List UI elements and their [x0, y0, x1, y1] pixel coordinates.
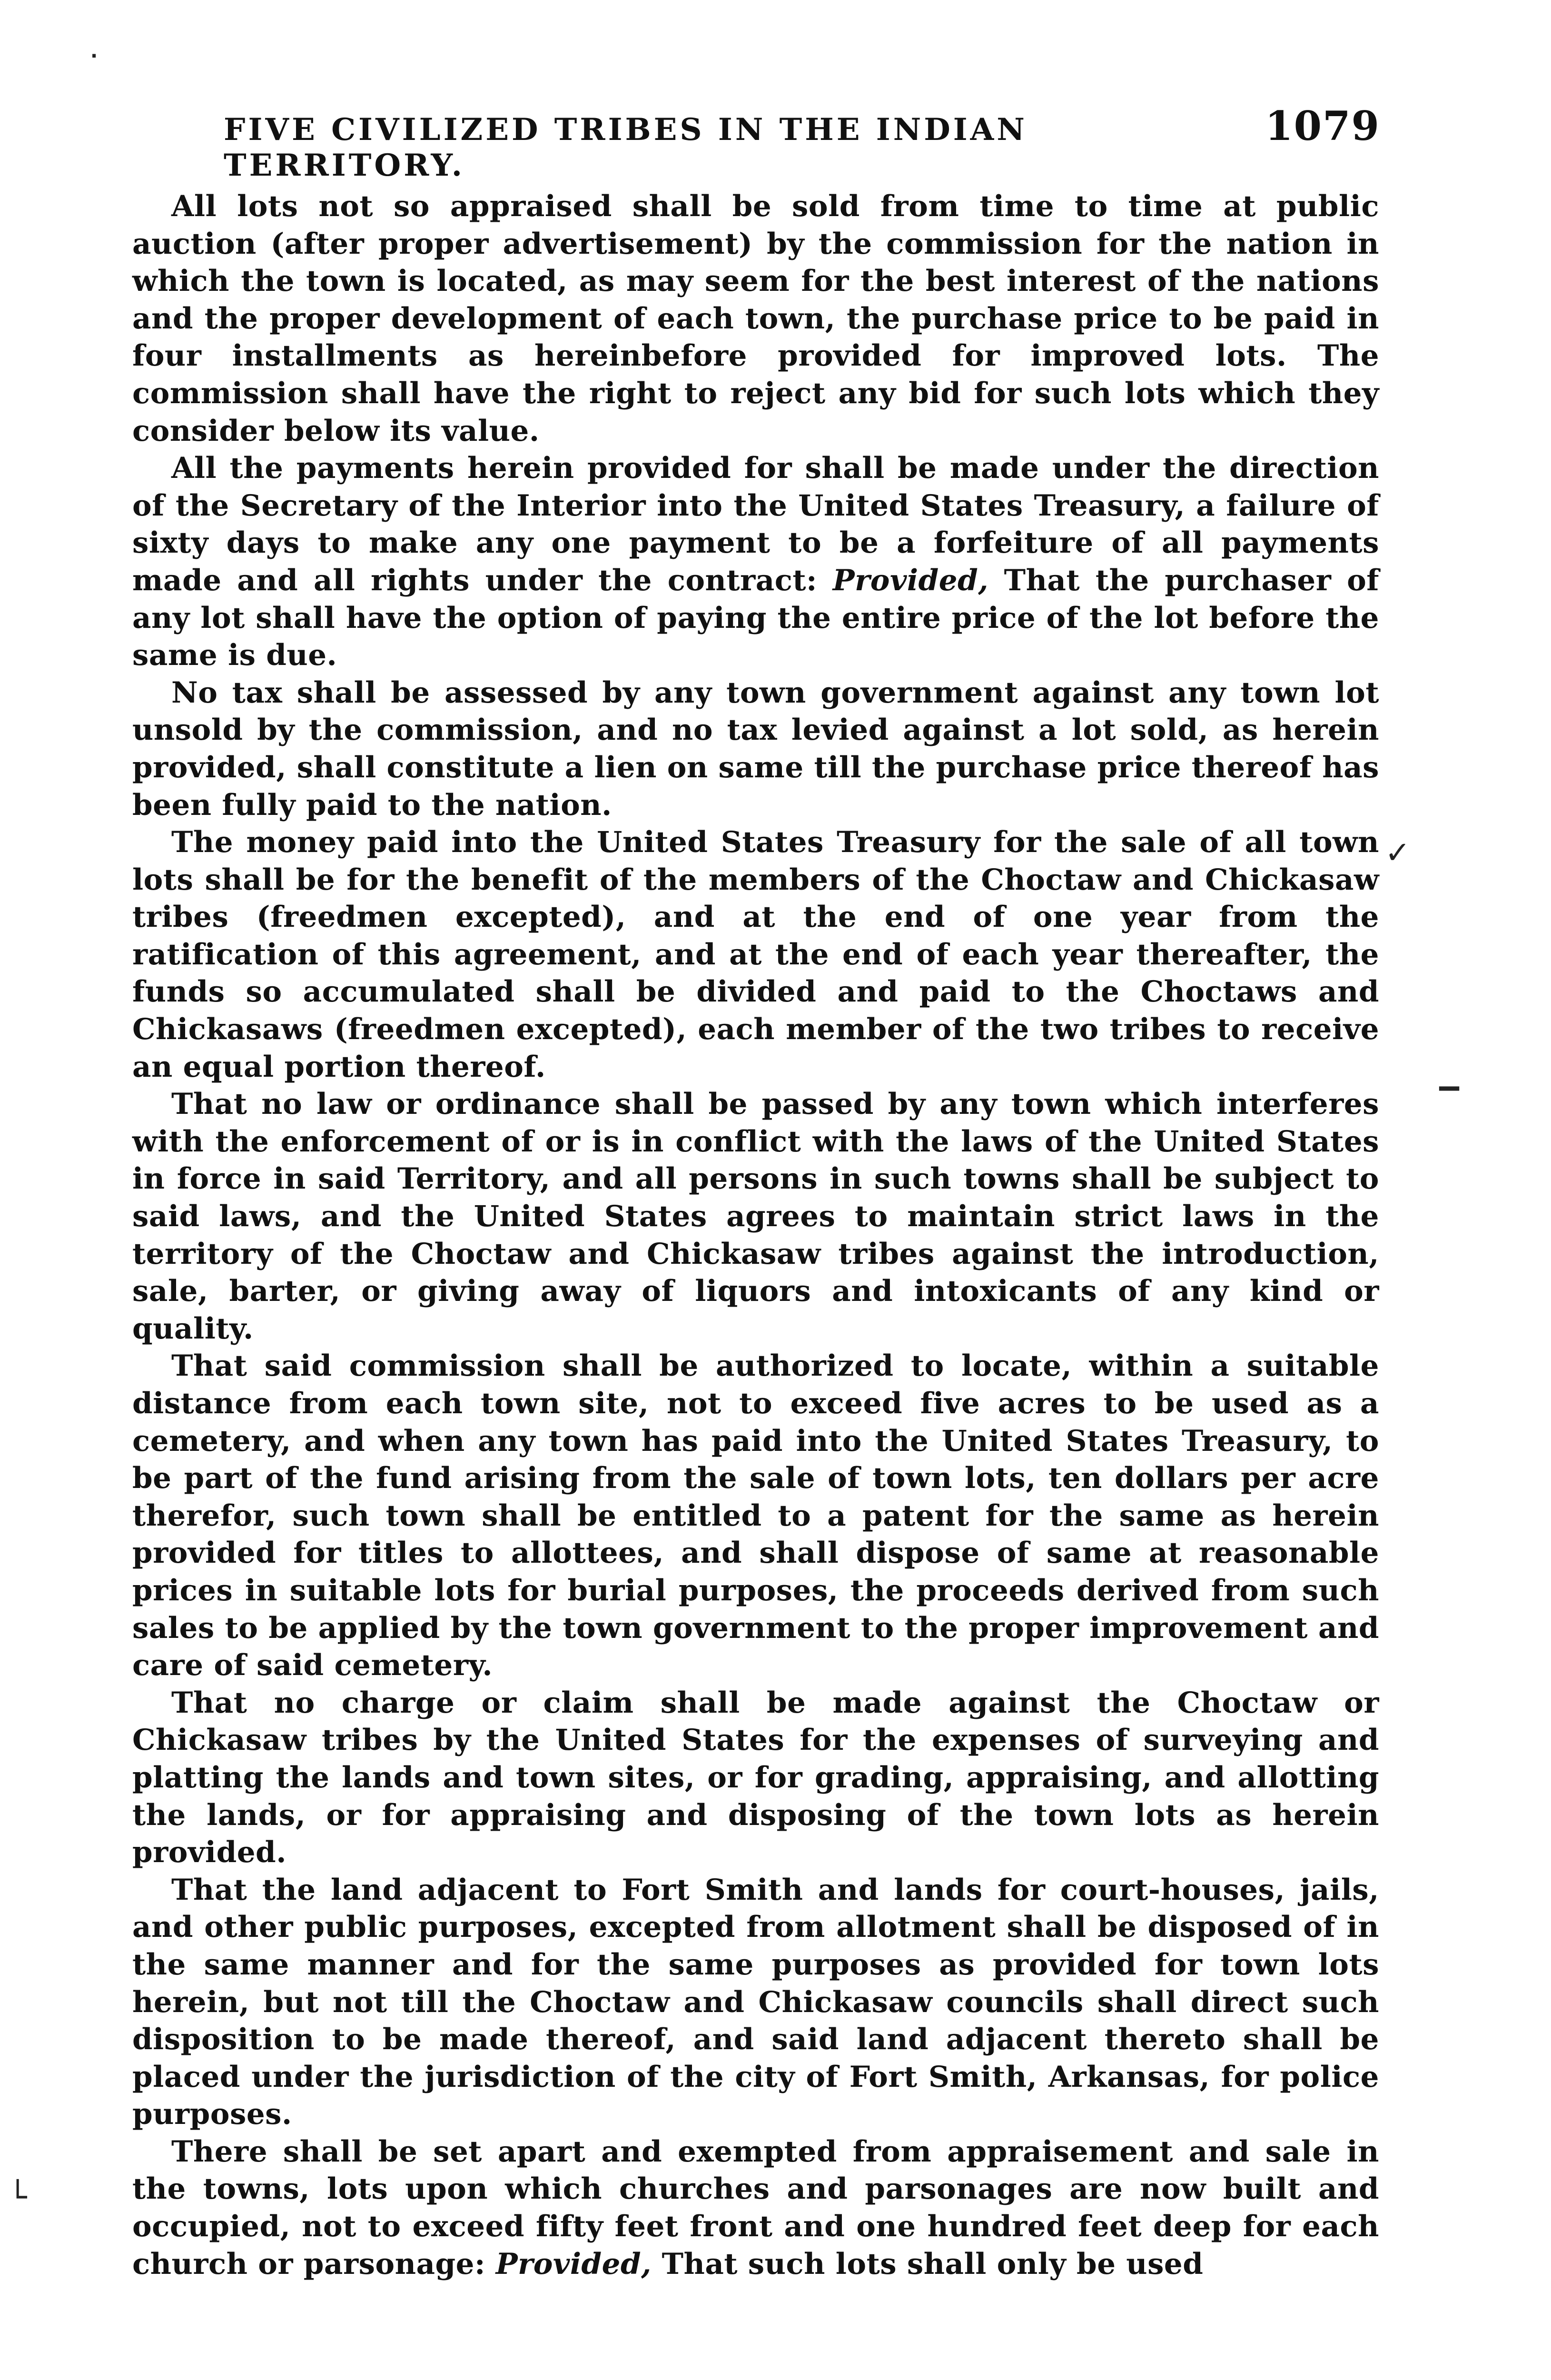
paragraph-text: All lots not so appraised shall be sold from time to time at public auction (after proper advertisement) by the commission for the nation in which the town is located, as may seem for the best interest of the nations and the proper development of each town, the purchase price to be paid in four installments as hereinbefore provided for improved lots. The commission shall have the right to reject any bid for such lots which they consider below its value. — [132, 189, 1379, 448]
paragraph-text: That such lots shall only be used — [651, 2247, 1204, 2281]
paragraph-text: That no law or ordinance shall be passed by any town which interferes with the enforcement of or is in conflict with the laws of the United States in force in said Territory, and all persons in such towns shall be subject to said laws, and the United States agrees to maintain strict laws in the territory of the Choctaw and Chickasaw tribes against the introduction, sale, barter, or giving away of liquors and intoxicants of any kind or quality. — [132, 1087, 1379, 1346]
margin-dash-mark: ‒ — [1437, 1066, 1462, 1106]
paragraph-no-law — [132, 1086, 1379, 1348]
margin-check-mark: ✓ — [1385, 835, 1411, 871]
paragraph-text: That the purchaser of any lot shall have the option of paying the entire price of the lot before the same is due. — [132, 563, 1379, 673]
paragraph-text: No tax shall be assessed by any town government against any town lot unsold by the commission, and no tax levied against a lot sold, as herein provided, shall constitute a lien on same till the purchase price thereof has been fully paid to the nation. — [132, 675, 1379, 822]
paragraph-text: That said commission shall be authorized to locate, within a suitable distance from each town site, not to exceed five acres to be used as a cemetery, and when any town has paid into the United States Treasury, to be part of the fund arising from the sale of town lots, ten dollars per acre therefor, such town shall be entitled to a patent for the same as herein provided for titles to allottees, and shall dispose of same at reasonable prices in suitable lots for burial purposes, the proceeds derived from such sales to be applied by the town government to the proper improvement and care of said cemetery. — [132, 1349, 1379, 1683]
body-text — [132, 188, 1379, 2283]
margin-corner-mark: └ — [9, 2180, 27, 2215]
paragraph-no-charge — [132, 1685, 1379, 1872]
paragraph-treasury-funds — [132, 824, 1379, 1086]
proviso-italic: Provided, — [832, 563, 988, 597]
paragraph-payments — [132, 450, 1379, 674]
paragraph-no-tax — [132, 674, 1379, 824]
stray-dot-mark: · — [90, 45, 98, 67]
running-head — [224, 102, 1380, 183]
paragraph-churches — [132, 2133, 1379, 2283]
paragraph-text: That no charge or claim shall be made against the Choctaw or Chickasaw tribes by the United States for the expenses of surveying and platting the lands and town sites, or for grading, appraising, and allotting the lands, or for appraising and disposing of the town lots as herein provided. — [132, 1686, 1379, 1870]
paragraph-text: That the land adjacent to Fort Smith and lands for court-houses, jails, and other public purposes, excepted from allotment shall be disposed of in the same manner and for the same purposes as provided for town lots herein, but not till the Choctaw and Chickasaw councils shall direct such disposition to be made thereof, and said land adjacent thereto shall be placed under the jurisdiction of the city of Fort Smith, Arkansas, for police purposes. — [132, 1873, 1379, 2132]
proviso-italic: Provided, — [495, 2247, 652, 2281]
paragraph-fort-smith — [132, 1872, 1379, 2133]
paragraph-cemetery — [132, 1348, 1379, 1684]
running-title: FIVE CIVILIZED TRIBES IN THE INDIAN TERRITORY. — [224, 112, 1027, 183]
paragraph-lots-auction — [132, 188, 1379, 450]
paragraph-text: The money paid into the United States Treasury for the sale of all town lots shall be for the benefit of the members of the Choctaw and Chickasaw tribes (freedmen excepted), and at the end of one year from the ratification of this agreement, and at the end of each year thereafter, the funds so accumulated shall be divided and paid to the Choctaws and Chickasaws (freedmen excepted), each member of the two tribes to receive an equal portion thereof. — [132, 825, 1379, 1084]
page-number: 1079 — [1265, 102, 1380, 149]
paragraph-text: There shall be set apart and exempted from appraisement and sale in the towns, lots upon which churches and parsonages are now built and occupied, not to exceed fifty feet front and one hundred feet deep for each church or parsonage: — [132, 2134, 1379, 2281]
paragraph-text: All the payments herein provided for shall be made under the direction of the Secretary of the Interior into the United States Treasury, a failure of sixty days to make any one payment to be a forfeiture of all payments made and all rights under the contract: — [132, 451, 1379, 597]
